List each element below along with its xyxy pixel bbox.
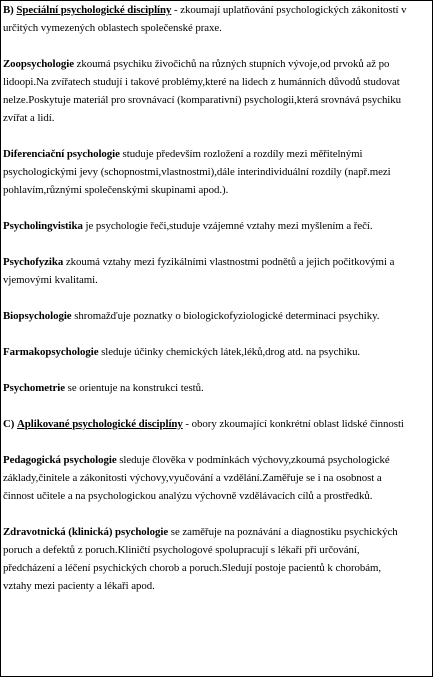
section-b-description: - zkoumají uplatňování psychologických zákonitostí v bbox=[171, 4, 407, 16]
document-content bbox=[3, 1, 435, 595]
entry-pedagogicka-psychologie: Pedagogická psychologie sleduje člověka v podmínkách výchovy,zkoumá psychologické základy,činitele a zákonitosti výchovy,vyučování a vzdělání.Zaměřuje se i na osobnost a činnost učitele a na psychologickou analýzu výchovně vzdělávacích cílů a prostředků. bbox=[3, 454, 390, 502]
section-c-description: - obory zkoumající konkrétní oblast lidské činnosti bbox=[182, 418, 404, 430]
entry-zdravotnicka-psychologie: Zdravotnická (klinická) psychologie se zaměřuje na poznávání a diagnostiku psychických poruch a defektů z poruch.Kliničtí psychologové spolupracují s lékaři při určování, předcházení a léčení psychických chorob a poruch.Sledují postoje pacientů k chorobám, vztahy mezi pacienty a lékaři apod. bbox=[3, 526, 398, 592]
entry-diferencialni-psychologie: Diferenciační psychologie studuje především rozložení a rozdíly mezi měřitelnými psychologickými jevy (schopnostmi,vlastnostmi),dále interindividuální rozdíly (např.mezi pohlavím,různými společenskými skupinami apod.). bbox=[3, 148, 391, 196]
entry-psychometrie: Psychometrie se orientuje na konstrukci testů. bbox=[3, 382, 204, 394]
entry-biopsychologie: Biopsychologie shromažďuje poznatky o biologickofyziologické determinaci psychiky. bbox=[3, 310, 380, 322]
section-b-paragraph bbox=[3, 1, 435, 37]
term-zoopsychologie: Zoopsychologie bbox=[3, 58, 74, 70]
term-psychofyzika: Psychofyzika bbox=[3, 256, 64, 268]
section-b-label: B) bbox=[3, 4, 14, 16]
term-psycholingvistika: Psycholingvistika bbox=[3, 220, 83, 232]
entry-psychofyzika: Psychofyzika zkoumá vztahy mezi fyzikálními vlastnostmi podnětů a jejich počitkovými a vjemovými kvalitami. bbox=[3, 256, 395, 286]
section-b-description-line2: určitých vymezených oblastech společenské praxe. bbox=[3, 22, 222, 34]
term-diferencialni-psychologie: Diferenciační psychologie bbox=[3, 148, 120, 160]
term-zdravotnicka-psychologie: Zdravotnická (klinická) psychologie bbox=[3, 526, 169, 538]
entry-farmakopsychologie: Farmakopsychologie sleduje účinky chemických látek,léků,drog atd. na psychiku. bbox=[3, 346, 361, 358]
term-biopsychologie: Biopsychologie bbox=[3, 310, 72, 322]
term-farmakopsychologie: Farmakopsychologie bbox=[3, 346, 99, 358]
section-b-title: Speciální psychologické disciplíny bbox=[16, 4, 172, 16]
entry-psycholingvistika: Psycholingvistika je psychologie řeči,studuje vzájemné vztahy mezi myšlením a řečí. bbox=[3, 220, 373, 232]
term-psychometrie: Psychometrie bbox=[3, 382, 66, 394]
term-pedagogicka-psychologie: Pedagogická psychologie bbox=[3, 454, 117, 466]
entry-zoopsychologie: Zoopsychologie zkoumá psychiku živočichů na různých stupních vývoje,od prvoků až po lidoopi.Na zvířatech studují i takové problémy,které na lidech z humánních důvodů studovat nelze.Poskytuje materiál pro srovnávací (komparativní) psychologii,která srovnává psychiku zvířat a lidí. bbox=[3, 58, 402, 124]
section-c-label: C) bbox=[3, 418, 15, 430]
section-c-title: Aplikované psychologické disciplíny bbox=[17, 418, 183, 430]
section-c-paragraph bbox=[3, 415, 435, 433]
